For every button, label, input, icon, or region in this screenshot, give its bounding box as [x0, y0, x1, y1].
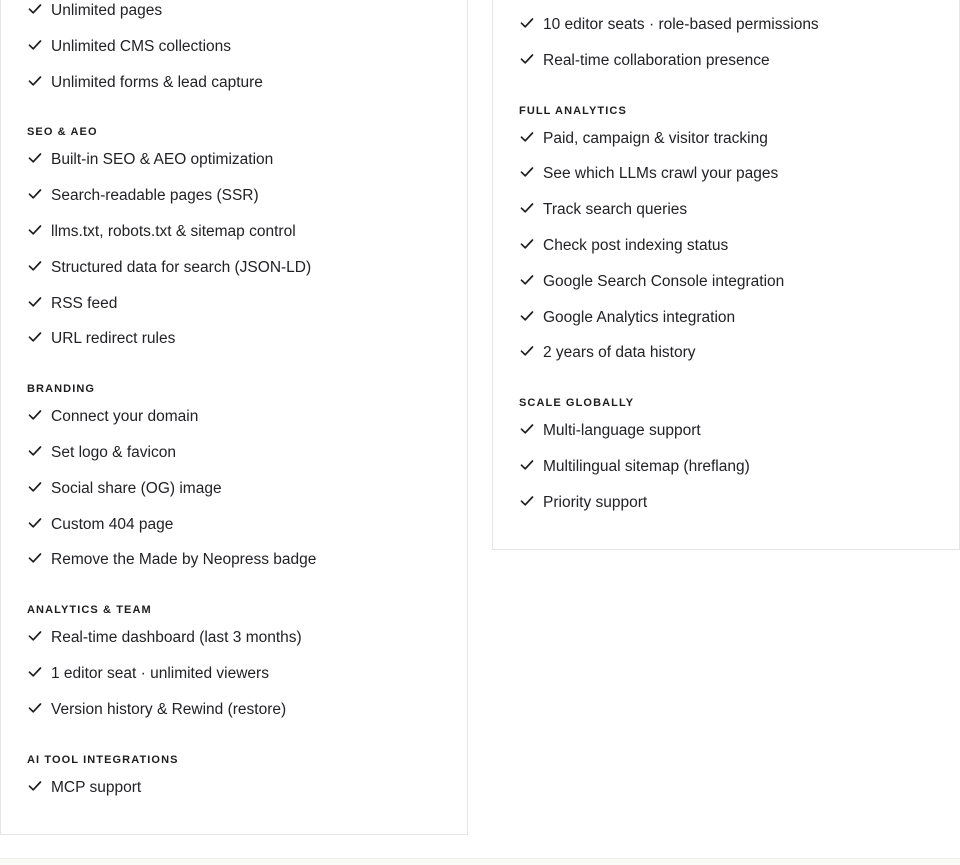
check-icon	[520, 495, 534, 507]
feature-label: Version history & Rewind (restore)	[51, 701, 287, 718]
check-icon	[28, 445, 42, 457]
feature-label: MCP support	[51, 779, 142, 796]
check-icon	[520, 423, 534, 435]
feature-label: Search-readable pages (SSR)	[51, 187, 259, 204]
feature-label: Structured data for search (JSON-LD)	[51, 259, 312, 276]
feature-label: Social share (OG) image	[51, 480, 222, 497]
feature-label: Check post indexing status	[543, 237, 729, 254]
feature-label: Google Analytics integration	[543, 309, 736, 326]
check-icon	[28, 75, 42, 87]
feature-label: Real-time dashboard (last 3 months)	[51, 629, 302, 646]
check-icon	[520, 131, 534, 143]
check-icon	[520, 459, 534, 471]
section-title: SCALE GLOBALLY	[519, 397, 635, 409]
check-icon	[28, 260, 42, 272]
feature-label: Multilingual sitemap (hreflang)	[543, 458, 750, 475]
feature-label: Custom 404 page	[51, 516, 174, 533]
check-icon	[28, 780, 42, 792]
feature-label: Built-in SEO & AEO optimization	[51, 151, 274, 168]
check-icon	[28, 296, 42, 308]
feature-label: Unlimited CMS collections	[51, 38, 232, 55]
feature-label: Multi-language support	[543, 422, 701, 439]
check-icon	[28, 39, 42, 51]
plan-card-left	[0, 0, 468, 835]
check-icon	[520, 202, 534, 214]
check-icon	[28, 224, 42, 236]
feature-label: Unlimited forms & lead capture	[51, 74, 263, 91]
check-icon	[520, 274, 534, 286]
feature-label: 2 years of data history	[543, 344, 696, 361]
section-title: ANALYTICS & TEAM	[27, 604, 152, 616]
check-icon	[28, 481, 42, 493]
check-icon	[520, 345, 534, 357]
feature-label: llms.txt, robots.txt & sitemap control	[51, 223, 296, 240]
check-icon	[520, 238, 534, 250]
feature-label: See which LLMs crawl your pages	[543, 165, 779, 182]
feature-label: Google Search Console integration	[543, 273, 785, 290]
section-title: BRANDING	[27, 383, 96, 395]
feature-label: Track search queries	[543, 201, 688, 218]
check-icon	[28, 188, 42, 200]
check-icon	[520, 166, 534, 178]
plan-card-right	[492, 0, 960, 550]
feature-label: RSS feed	[51, 295, 118, 312]
feature-label: Paid, campaign & visitor tracking	[543, 130, 768, 147]
check-icon	[28, 152, 42, 164]
check-icon	[28, 331, 42, 343]
feature-label: 1 editor seat · unlimited viewers	[51, 665, 269, 682]
feature-label: Real-time collaboration presence	[543, 52, 770, 69]
check-icon	[28, 409, 42, 421]
section-title: AI TOOL INTEGRATIONS	[27, 754, 179, 766]
check-icon	[28, 3, 42, 15]
feature-label: Remove the Made by Neopress badge	[51, 551, 317, 568]
check-icon	[28, 517, 42, 529]
feature-label: Priority support	[543, 494, 648, 511]
feature-label: URL redirect rules	[51, 330, 176, 347]
feature-label: 10 editor seats · role-based permissions	[543, 16, 819, 33]
section-title: SEO & AEO	[27, 126, 98, 138]
check-icon	[520, 310, 534, 322]
check-icon	[28, 702, 42, 714]
section-title: FULL ANALYTICS	[519, 105, 627, 117]
check-icon	[28, 630, 42, 642]
check-icon	[28, 666, 42, 678]
check-icon	[520, 17, 534, 29]
feature-label: Set logo & favicon	[51, 444, 176, 461]
feature-label: Connect your domain	[51, 408, 199, 425]
check-icon	[520, 53, 534, 65]
feature-label: Unlimited pages	[51, 2, 163, 19]
check-icon	[28, 552, 42, 564]
